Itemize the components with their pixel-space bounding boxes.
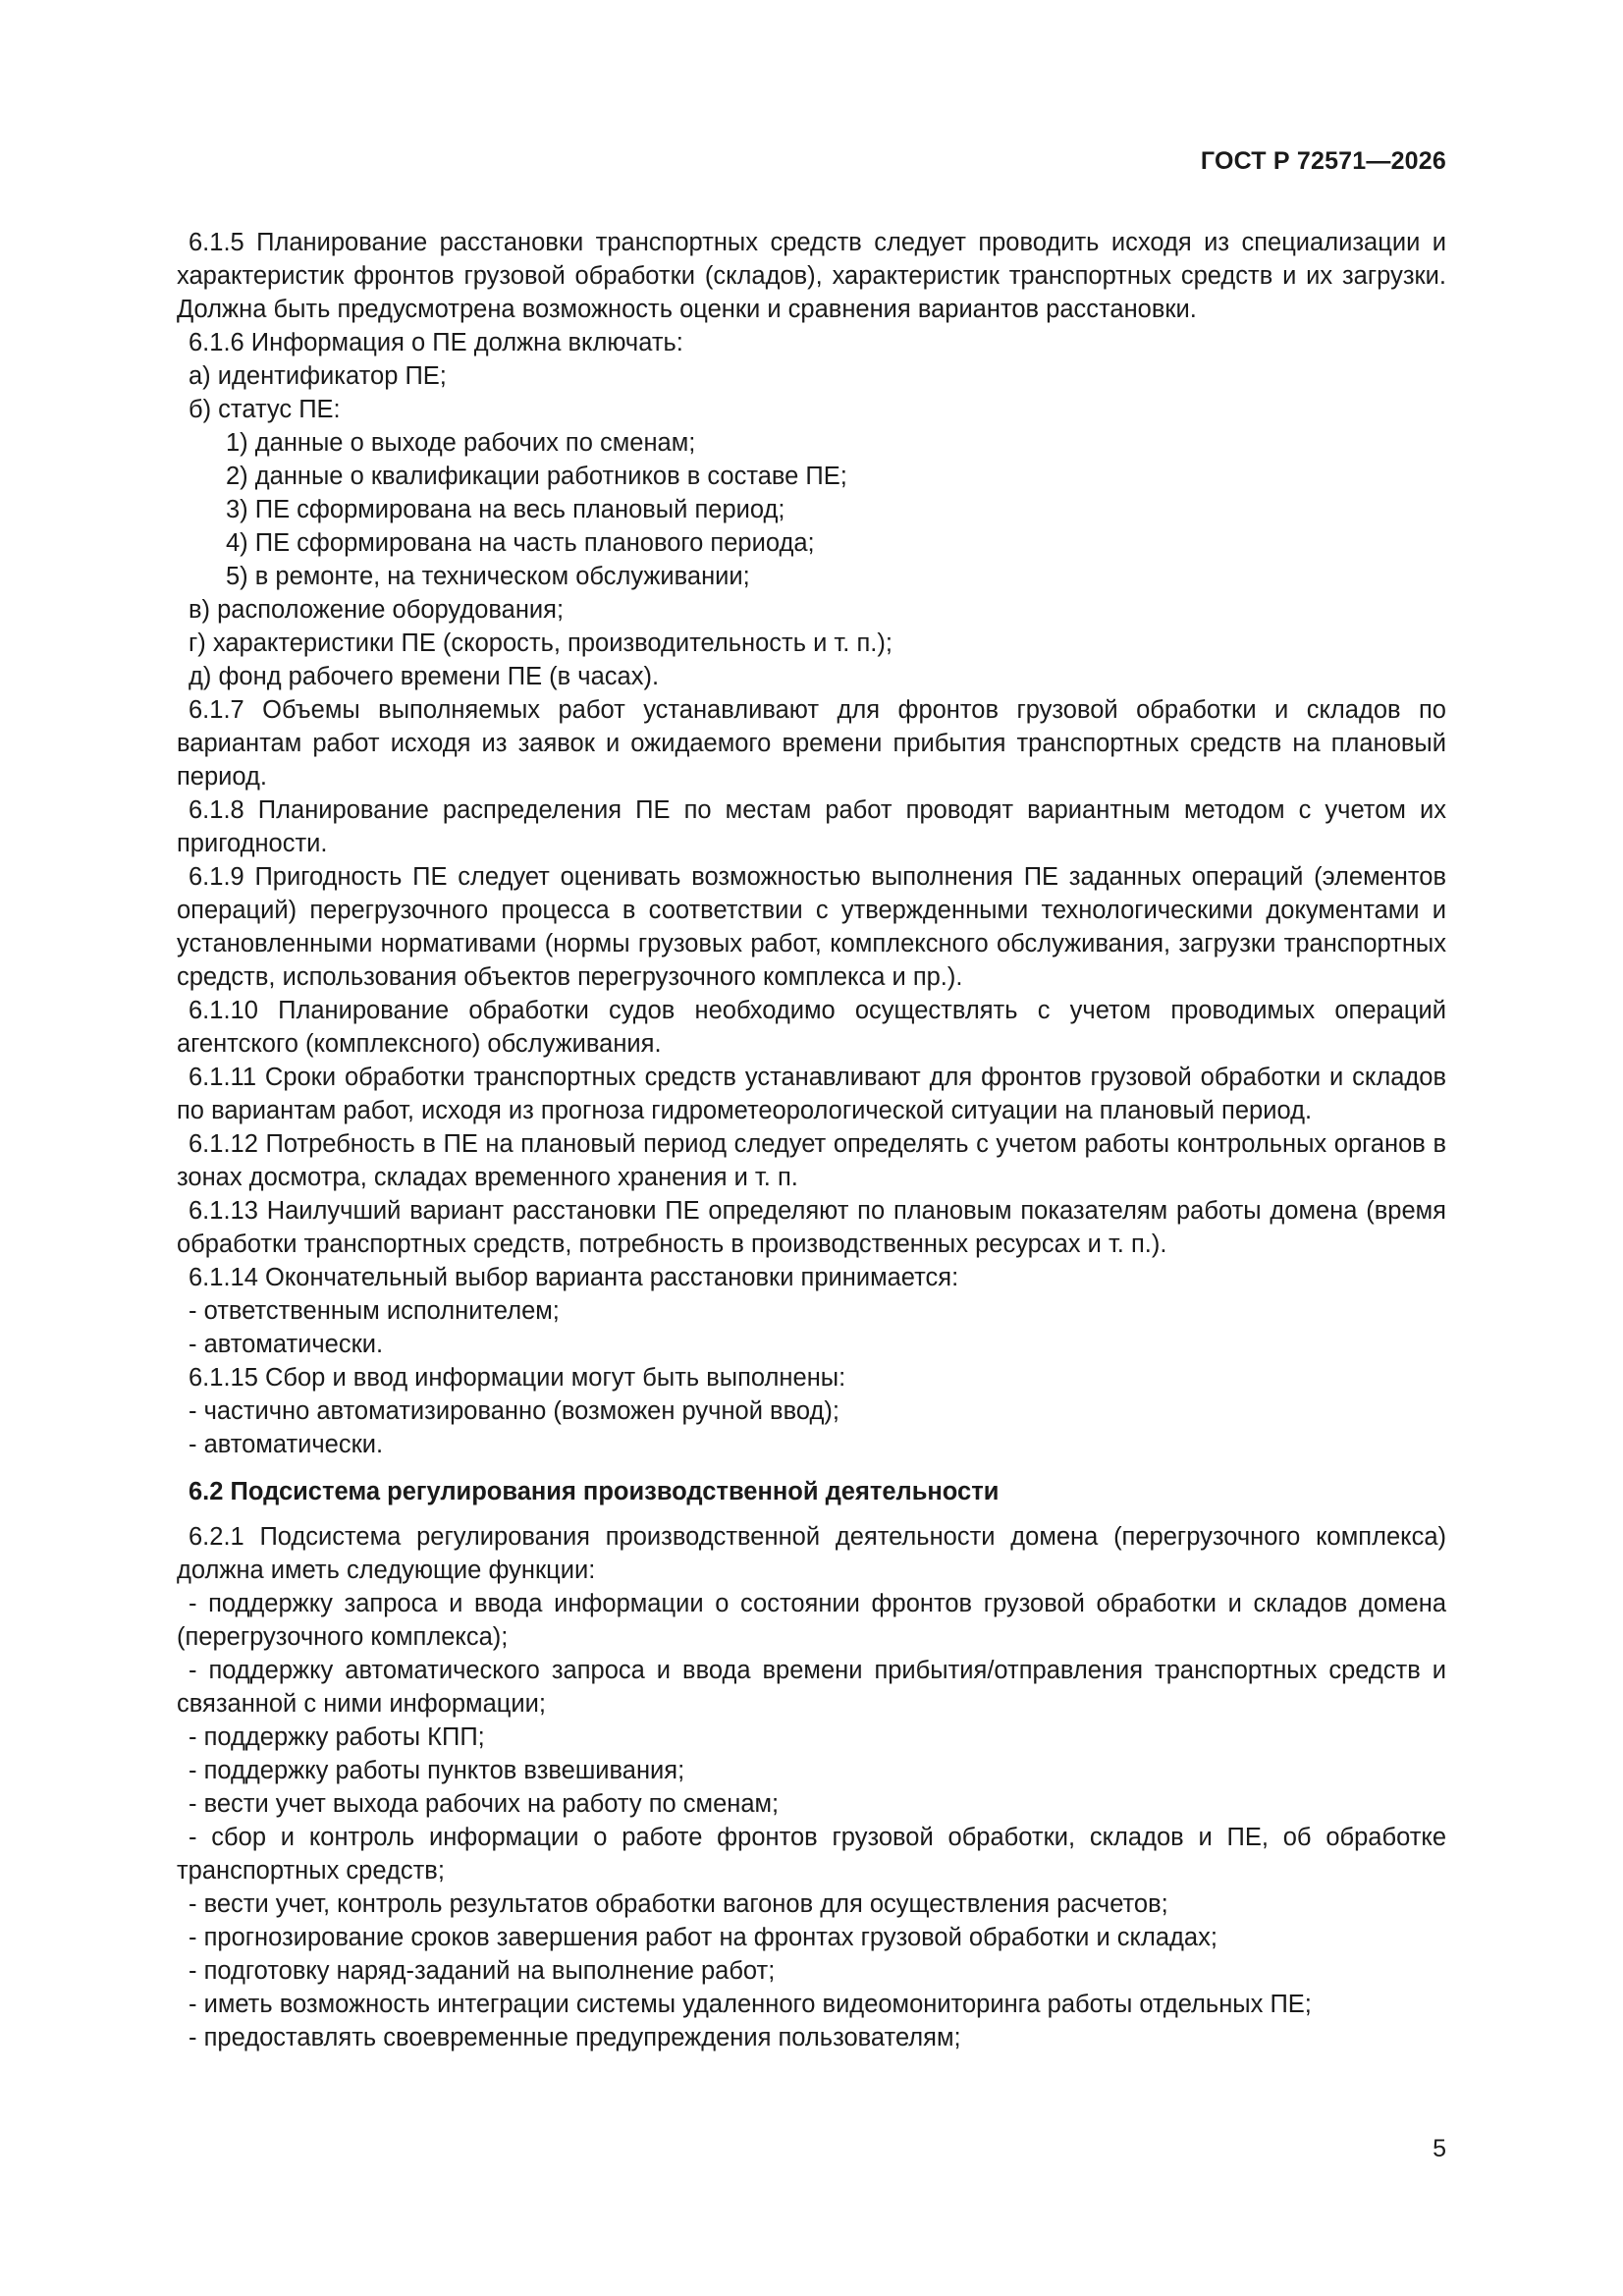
clause-6-2-1: 6.2.1 Подсистема регулирования производственной деятельности домена (перегрузочного комплекса) должна иметь следующие функции:	[177, 1523, 1446, 1584]
clause-6-1-12: 6.1.12 Потребность в ПЕ на плановый период следует определять с учетом работы контрольных органов в зонах досмотра, складах временного хранения и т. п.	[177, 1130, 1446, 1191]
list-item: - поддержку автоматического запроса и ввода времени прибытия/отправления транспортных средств и связанной с ними информации;	[177, 1657, 1446, 1718]
list-subitem: 5) в ремонте, на техническом обслуживании;	[226, 563, 750, 590]
list-item: г) характеристики ПЕ (скорость, производительность и т. п.);	[189, 629, 893, 657]
list-subitem: 2) данные о квалификации работников в составе ПЕ;	[226, 463, 847, 490]
clause-6-1-6: 6.1.6 Информация о ПЕ должна включать:	[189, 329, 683, 356]
list-item: - вести учет, контроль результатов обработки вагонов для осуществления расчетов;	[189, 1890, 1168, 1918]
list-item: - поддержку работы КПП;	[189, 1723, 485, 1751]
clause-6-1-9: 6.1.9 Пригодность ПЕ следует оценивать возможностью выполнения ПЕ заданных операций (элементов операций) перегрузочного процесса в соответствии с утвержденными технологическими документами и установленными нормативами (нормы грузовых работ, комплексного обслуживания, загрузки транспортных средств, использования объектов перегрузочного комплекса и пр.).	[177, 863, 1446, 991]
list-item: - вести учет выхода рабочих на работу по сменам;	[189, 1790, 780, 1818]
clause-6-1-10: 6.1.10 Планирование обработки судов необходимо осуществлять с учетом проводимых операций агентского (комплексного) обслуживания.	[177, 997, 1446, 1058]
list-item: д) фонд рабочего времени ПЕ (в часах).	[189, 663, 660, 690]
section-heading-6-2: 6.2 Подсистема регулирования производственной деятельности	[189, 1478, 1000, 1505]
document-body	[177, 226, 1446, 2054]
clause-6-1-13: 6.1.13 Наилучший вариант расстановки ПЕ определяют по плановым показателям работы домена (время обработки транспортных средств, потребность в производственных ресурсах и т. п.).	[177, 1197, 1446, 1258]
list-item: в) расположение оборудования;	[189, 596, 565, 624]
list-subitem: 1) данные о выходе рабочих по сменам;	[226, 429, 696, 457]
list-item: - сбор и контроль информации о работе фронтов грузовой обработки, складов и ПЕ, об обработке транспортных средств;	[177, 1824, 1446, 1885]
document-header: ГОСТ Р 72571—2026	[1200, 147, 1446, 175]
page-number: 5	[1433, 2135, 1446, 2162]
list-item: - подготовку наряд-заданий на выполнение работ;	[189, 1957, 776, 1985]
list-item: - частично автоматизированно (возможен ручной ввод);	[189, 1397, 839, 1425]
clause-6-1-8: 6.1.8 Планирование распределения ПЕ по местам работ проводят вариантным методом с учетом их пригодности.	[177, 796, 1446, 857]
list-item: - иметь возможность интеграции системы удаленного видеомониторинга работы отдельных ПЕ;	[189, 1991, 1312, 2018]
list-item: - предоставлять своевременные предупреждения пользователям;	[189, 2024, 961, 2051]
list-item: - ответственным исполнителем;	[189, 1297, 560, 1325]
list-subitem: 3) ПЕ сформирована на весь плановый период;	[226, 496, 785, 523]
list-item: - автоматически.	[189, 1431, 384, 1458]
clause-6-1-7: 6.1.7 Объемы выполняемых работ устанавливают для фронтов грузовой обработки и складов по вариантам работ исходя из заявок и ожидаемого времени прибытия транспортных средств на плановый период.	[177, 696, 1446, 791]
list-item: б) статус ПЕ:	[189, 396, 341, 423]
list-item: - поддержку работы пунктов взвешивания;	[189, 1757, 685, 1784]
list-item: - автоматически.	[189, 1331, 384, 1358]
list-item: а) идентификатор ПЕ;	[189, 362, 447, 390]
clause-6-1-15: 6.1.15 Сбор и ввод информации могут быть выполнены:	[189, 1364, 846, 1392]
list-item: - поддержку запроса и ввода информации о состоянии фронтов грузовой обработки и складов домена (перегрузочного комплекса);	[177, 1590, 1446, 1651]
clause-6-1-14: 6.1.14 Окончательный выбор варианта расстановки принимается:	[189, 1264, 959, 1291]
clause-6-1-11: 6.1.11 Сроки обработки транспортных средств устанавливают для фронтов грузовой обработки и складов по вариантам работ, исходя из прогноза гидрометеорологической ситуации на плановый период.	[177, 1064, 1446, 1124]
clause-6-1-5: 6.1.5 Планирование расстановки транспортных средств следует проводить исходя из специализации и характеристик фронтов грузовой обработки (складов), характеристик транспортных средств и их загрузки. Должна быть предусмотрена возможность оценки и сравнения вариантов расстановки.	[177, 229, 1446, 323]
list-item: - прогнозирование сроков завершения работ на фронтах грузовой обработки и складах;	[189, 1924, 1217, 1951]
list-subitem: 4) ПЕ сформирована на часть планового периода;	[226, 529, 815, 557]
